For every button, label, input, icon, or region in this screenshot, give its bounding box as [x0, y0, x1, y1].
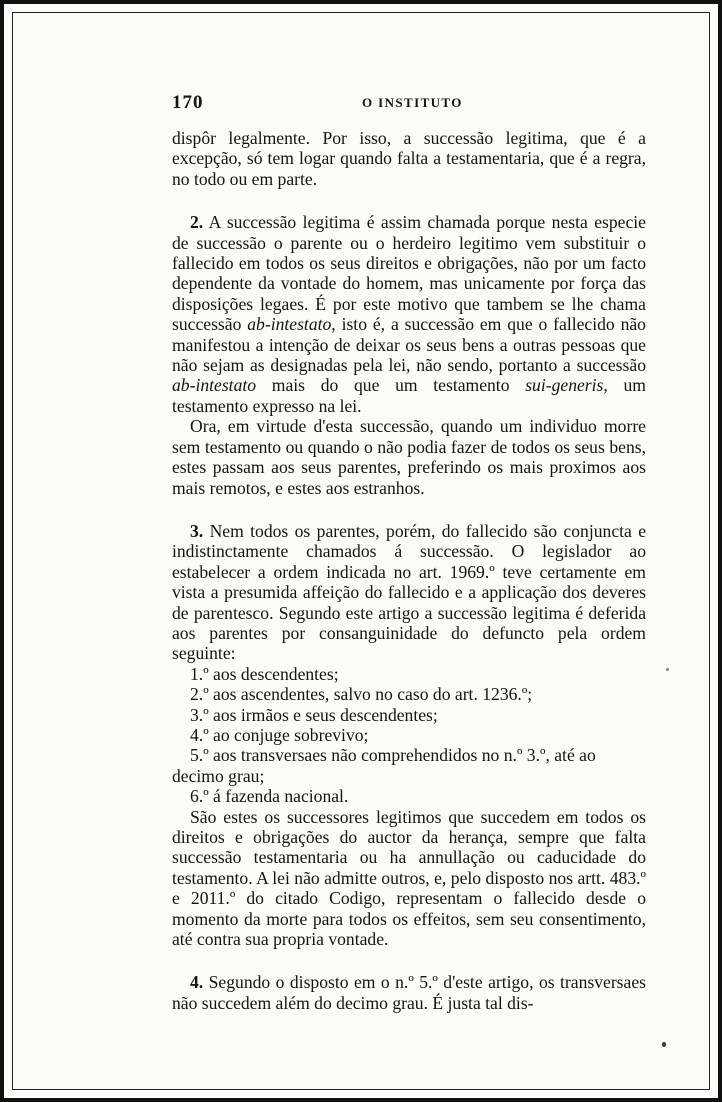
- section-2-paragraph-2: Ora, em virtude d'esta successão, quando um individuo morre sem testamento ou quando o não podia fazer de todos os seus bens, estes passam aos seus parentes, preferindo os mais proximos aos mais remotos, e estes aos estranhos.: [172, 416, 646, 498]
- page-header: [172, 92, 646, 116]
- section-2: [172, 212, 646, 416]
- section-4-text: Segundo o disposto em o n.º 5.º d'este artigo, os transversaes não succedem além do decimo grau. É justa tal dis-: [172, 972, 646, 1013]
- section-3: [172, 521, 646, 664]
- section-2-number: 2.: [190, 212, 204, 233]
- section-4: [172, 972, 646, 1013]
- section-2-text-a: A successão legitima é assim chamada porque nesta especie de successão o parente ou o herdeiro legitimo vem substituir o fallecido em todos os seus direitos e obrigações, não por um facto dependente da vontade do homem, mas unicamente por força das disposições legaes. É por este motivo que tambem se lhe chama successão: [172, 212, 646, 335]
- list-item: 2.º aos ascendentes, salvo no caso do art. 1236.º;: [190, 684, 533, 705]
- section-2-text-c: mais do que um testamento: [256, 375, 526, 396]
- list-item: 1.º aos descendentes;: [190, 663, 339, 684]
- list-item-5-line-2: decimo grau;: [172, 765, 265, 786]
- section-3-paragraph-2: São estes os successores legitimos que succedem em todos os direitos e obrigações do auctor da herança, sempre que falta successão testamentaria ou ha annullação ou caducidade do testamento. A lei não admitte outros, e, pelo disposto nos artt. 483.º e 2011.º do citado Codigo, representam o fallecido desde o momento da morte para todos os effeitos, sem seu consentimento, até contra sua propria vontade.: [172, 806, 646, 950]
- paragraph-continuation: dispôr legalmente. Por isso, a successão legitima, que é a excepção, só tem logar quando falta a testamentaria, que é a regra, no todo ou em parte.: [172, 128, 646, 189]
- list-item: 4.º ao conjuge sobrevivo;: [190, 724, 369, 745]
- ink-speck: [666, 668, 669, 671]
- section-2-italic-2: ab-intestato: [172, 375, 257, 396]
- section-2-italic-1: ab-intestato,: [247, 314, 336, 335]
- list-item: 6.º á fazenda nacional.: [190, 786, 349, 807]
- section-3-number: 3.: [190, 520, 204, 541]
- section-2-text-b: isto é, a successão em que o fallecido não manifestou a intenção de deixar os seus bens a outras pessoas que não sejam as designadas pela lei, não sendo, portanto a successão: [172, 314, 646, 376]
- section-2-text-d: um testamento expresso na lei.: [172, 375, 646, 416]
- list-item-5: [172, 745, 646, 786]
- ink-speck: [662, 1042, 666, 1047]
- section-2-italic-3: sui-generis,: [525, 375, 608, 396]
- list-item-5-line-1: 5.º aos transversaes não comprehendidos no n.º 3.º, até ao: [190, 745, 596, 766]
- running-title: O INSTITUTO: [362, 95, 463, 110]
- body-text: [172, 128, 646, 1013]
- list-item: 3.º aos irmãos e seus descendentes;: [190, 704, 438, 725]
- page-number: 170: [172, 92, 204, 113]
- section-4-number: 4.: [190, 972, 204, 993]
- section-3-text: Nem todos os parentes, porém, do fallecido são conjuncta e indistinctamente chamados á successão. O legislador ao estabelecer a ordem indicada no art. 1969.º teve certamente em vista a presumida affeição do fallecido e a applicação dos deveres de parentesco. Segundo este artigo a successão legitima é deferida aos parentes por consanguinidade do defuncto pela ordem seguinte:: [172, 520, 646, 664]
